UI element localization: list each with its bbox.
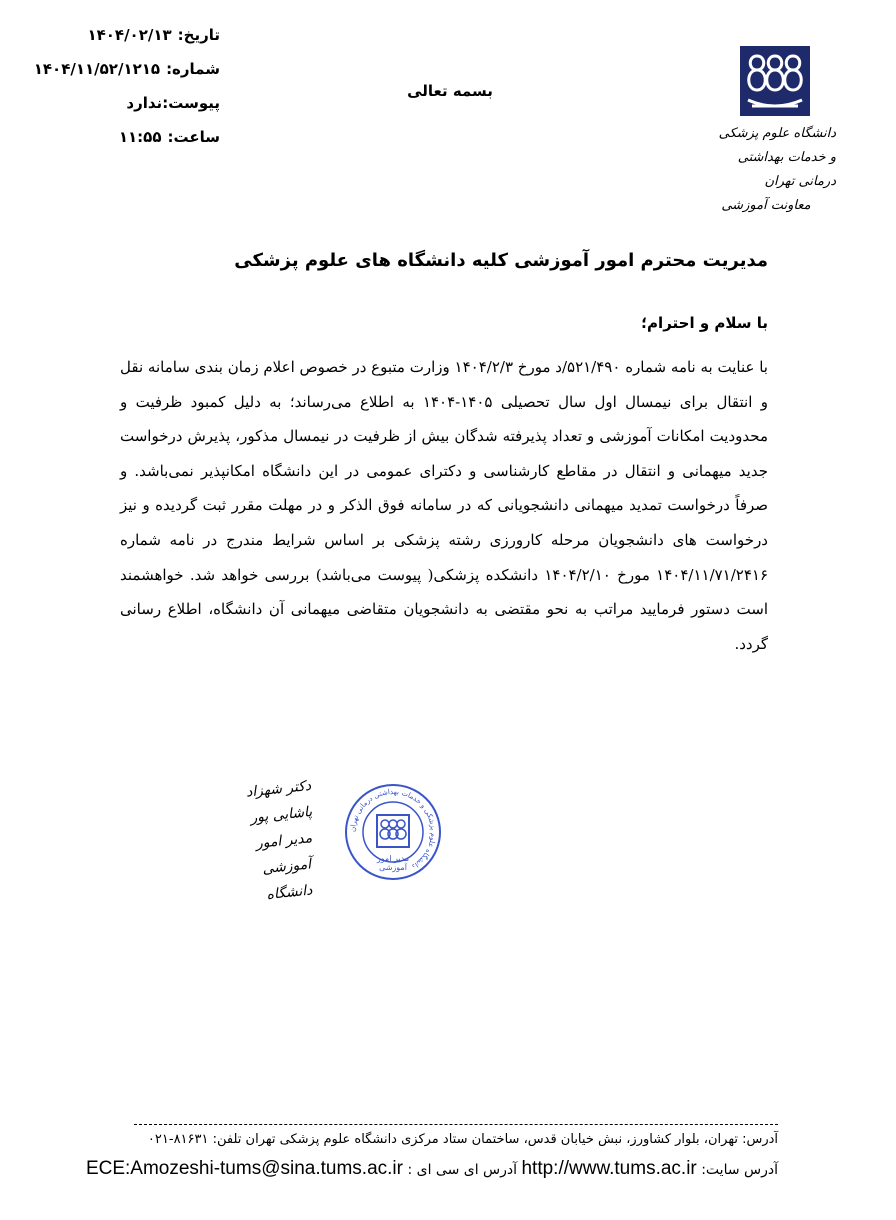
number-row [33, 52, 220, 86]
date-label: تاریخ: [177, 26, 220, 44]
footer-links [86, 1158, 778, 1180]
university-logo-icon [740, 46, 810, 116]
letter-body: با عنایت به نامه شماره ۵۲۱/۴۹۰/د مورخ ۱۴۰۴/۲/۳ وزارت متبوع در خصوص اعلام زمان بندی سامانه نقل و انتقال برای نیمسال اول سال تحصیلی ۱۴۰۵-۱۴۰۴ به اطلاع می‌رساند؛ به دلیل کمبود ظرفیت و محدودیت امکانات آموزشی و تعداد پذیرفته شدگان بیش از ظرفیت در نیمسال مذکور، پذیرش درخواست جدید میهمانی و انتقال در مقاطع کارشناسی و دکترای عمومی در این دانشگاه امکانپذیر نمی‌باشد. و صرفاً درخواست تمدید میهمانی دانشجویانی که در سامانه فوق الذکر و در مهلت مقرر ثبت گردیده و نیز درخواست های دانشجویان مرحله کارورزی رشته پزشکی بر اساس شرایط مندرج در نامه شماره ۱۴۰۴/۱۱/۷۱/۲۴۱۶ مورخ ۱۴۰۴/۲/۱۰ دانشکده پزشکی( پیوست می‌باشد) بررسی خواهد شد. خواهشمند است دستور فرمایید مراتب به نحو مقتضی به دانشجویان متقاضی میهمانی آن دانشگاه، اطلاع رسانی گردد. [120, 358, 769, 653]
stamp-text: دانشگاه علوم پزشکی و خدمات بهداشتی درمانی تهران [348, 787, 438, 871]
email-label: آدرس ای سی ای : [407, 1162, 518, 1178]
addressee: مدیریت محترم امور آموزشی کلیه دانشگاه های علوم پزشکی [234, 250, 768, 271]
bismillah: بسمه تعالی [407, 82, 493, 100]
university-line-2: و خدمات بهداشتی درمانی تهران [737, 150, 836, 189]
footer-address: آدرس: تهران، بلوار کشاورز، نبش خیابان قدس، ساختمان ستاد مرکزی دانشگاه علوم پزشکی تهران تلفن: ۸۱۶۳۱-۰۲۱ [147, 1132, 778, 1147]
time-value: ۱۱:۵۵ [118, 128, 162, 146]
footer-divider [134, 1124, 778, 1125]
site-label: آدرس سایت: [701, 1162, 778, 1178]
date-value: ۱۴۰۴/۰۲/۱۳ [87, 26, 172, 44]
email-link[interactable]: ECE:Amozeshi-tums@sina.tums.ac.ir [85, 1158, 403, 1179]
attachment-row [70, 86, 220, 120]
stamp-bottom-text: مدیر امور آموزشی [376, 854, 410, 872]
time-label: ساعت: [167, 128, 220, 146]
number-value: ۱۴۰۴/۱۱/۵۲/۱۲۱۵ [33, 60, 161, 78]
signer-name: دکتر شهزاد پاشایی پور [245, 777, 313, 827]
signer-title: مدیر امور آموزشی دانشگاه [255, 830, 314, 904]
site-url-link[interactable]: http://www.tums.ac.ir [521, 1158, 697, 1179]
attachment-label: پیوست: [162, 94, 220, 112]
letter-meta [33, 18, 220, 154]
official-stamp [343, 782, 443, 882]
university-name [716, 122, 836, 218]
attachment-value: ندارد [126, 94, 163, 112]
time-row [70, 120, 220, 154]
greeting: با سلام و احترام؛ [641, 314, 768, 332]
university-line-1: دانشگاه علوم پزشکی [718, 126, 836, 141]
number-label: شماره: [166, 60, 220, 78]
university-line-3: معاونت آموزشی [721, 198, 811, 213]
signature [229, 771, 338, 910]
date-row [70, 18, 220, 52]
